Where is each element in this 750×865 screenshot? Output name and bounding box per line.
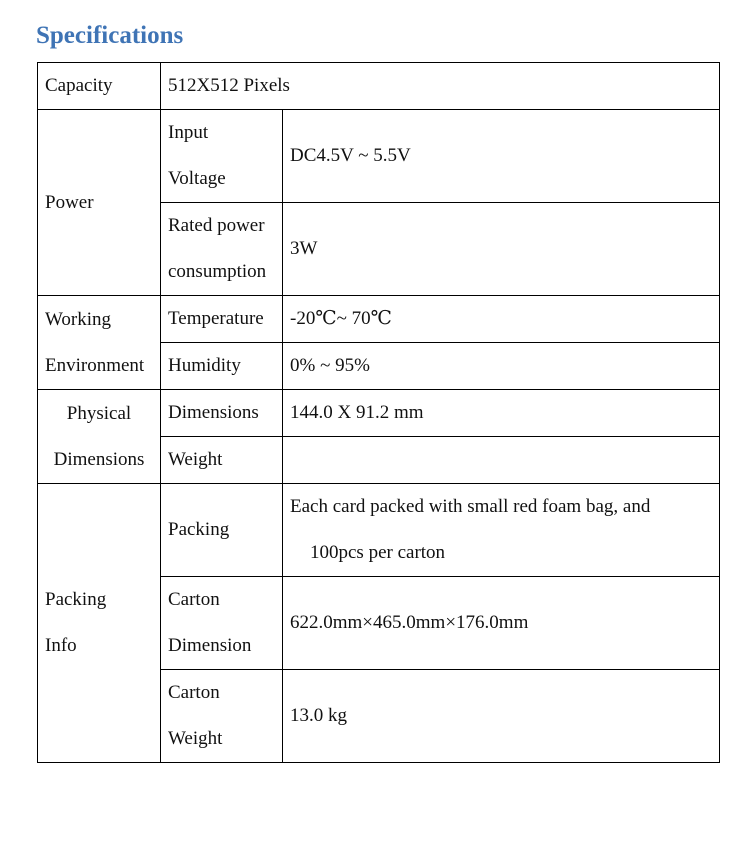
carton-dimension-label-line2: Dimension	[168, 635, 252, 656]
table-row-input-voltage	[38, 110, 720, 203]
carton-weight-label	[161, 670, 283, 763]
packing-value-line1: Each card packed with small red foam bag, and	[290, 496, 651, 517]
input-voltage-value: DC4.5V ~ 5.5V	[283, 110, 720, 203]
table-row-dimensions	[38, 390, 720, 437]
specifications-table	[37, 62, 720, 763]
dimensions-value: 144.0 X 91.2 mm	[283, 390, 720, 437]
packing-info-label-line1: Packing	[45, 589, 107, 610]
capacity-label: Capacity	[38, 63, 161, 110]
rated-power-label	[161, 203, 283, 296]
page-title: Specifications	[36, 22, 184, 49]
temperature-label: Temperature	[161, 296, 283, 343]
rated-power-value: 3W	[283, 203, 720, 296]
working-environment-label-line2: Environment	[45, 354, 145, 376]
physical-dimensions-label-line1: Physical	[66, 402, 132, 424]
humidity-value: 0% ~ 95%	[283, 343, 720, 390]
input-voltage-label-line2: Voltage	[168, 168, 226, 189]
carton-weight-label-line2: Weight	[168, 728, 223, 749]
power-label: Power	[38, 110, 161, 296]
rated-power-label-line2: consumption	[168, 261, 267, 282]
carton-weight-label-line1: Carton	[168, 682, 220, 703]
physical-dimensions-label-line2: Dimensions	[53, 448, 145, 470]
table-row-temperature	[38, 296, 720, 343]
packing-value-line2: 100pcs per carton	[310, 542, 446, 563]
humidity-label: Humidity	[161, 343, 283, 390]
carton-weight-value: 13.0 kg	[283, 670, 720, 763]
carton-dimension-label	[161, 577, 283, 670]
weight-label: Weight	[161, 437, 283, 484]
packing-value	[283, 484, 720, 577]
carton-dimension-value: 622.0mm×465.0mm×176.0mm	[283, 577, 720, 670]
physical-dimensions-label	[38, 390, 161, 484]
dimensions-label: Dimensions	[161, 390, 283, 437]
working-environment-label-line1: Working	[45, 308, 112, 330]
carton-dimension-label-line1: Carton	[168, 589, 220, 610]
temperature-value: -20℃~ 70℃	[283, 296, 720, 343]
capacity-value: 512X512 Pixels	[161, 63, 720, 110]
input-voltage-label	[161, 110, 283, 203]
packing-label: Packing	[161, 484, 283, 577]
working-environment-label	[38, 296, 161, 390]
weight-value	[283, 437, 720, 484]
table-row-packing	[38, 484, 720, 577]
packing-info-label	[38, 484, 161, 763]
table-row-capacity	[38, 63, 720, 110]
packing-info-label-line2: Info	[45, 635, 77, 656]
input-voltage-label-line1: Input	[168, 122, 209, 143]
rated-power-label-line1: Rated power	[168, 215, 265, 236]
